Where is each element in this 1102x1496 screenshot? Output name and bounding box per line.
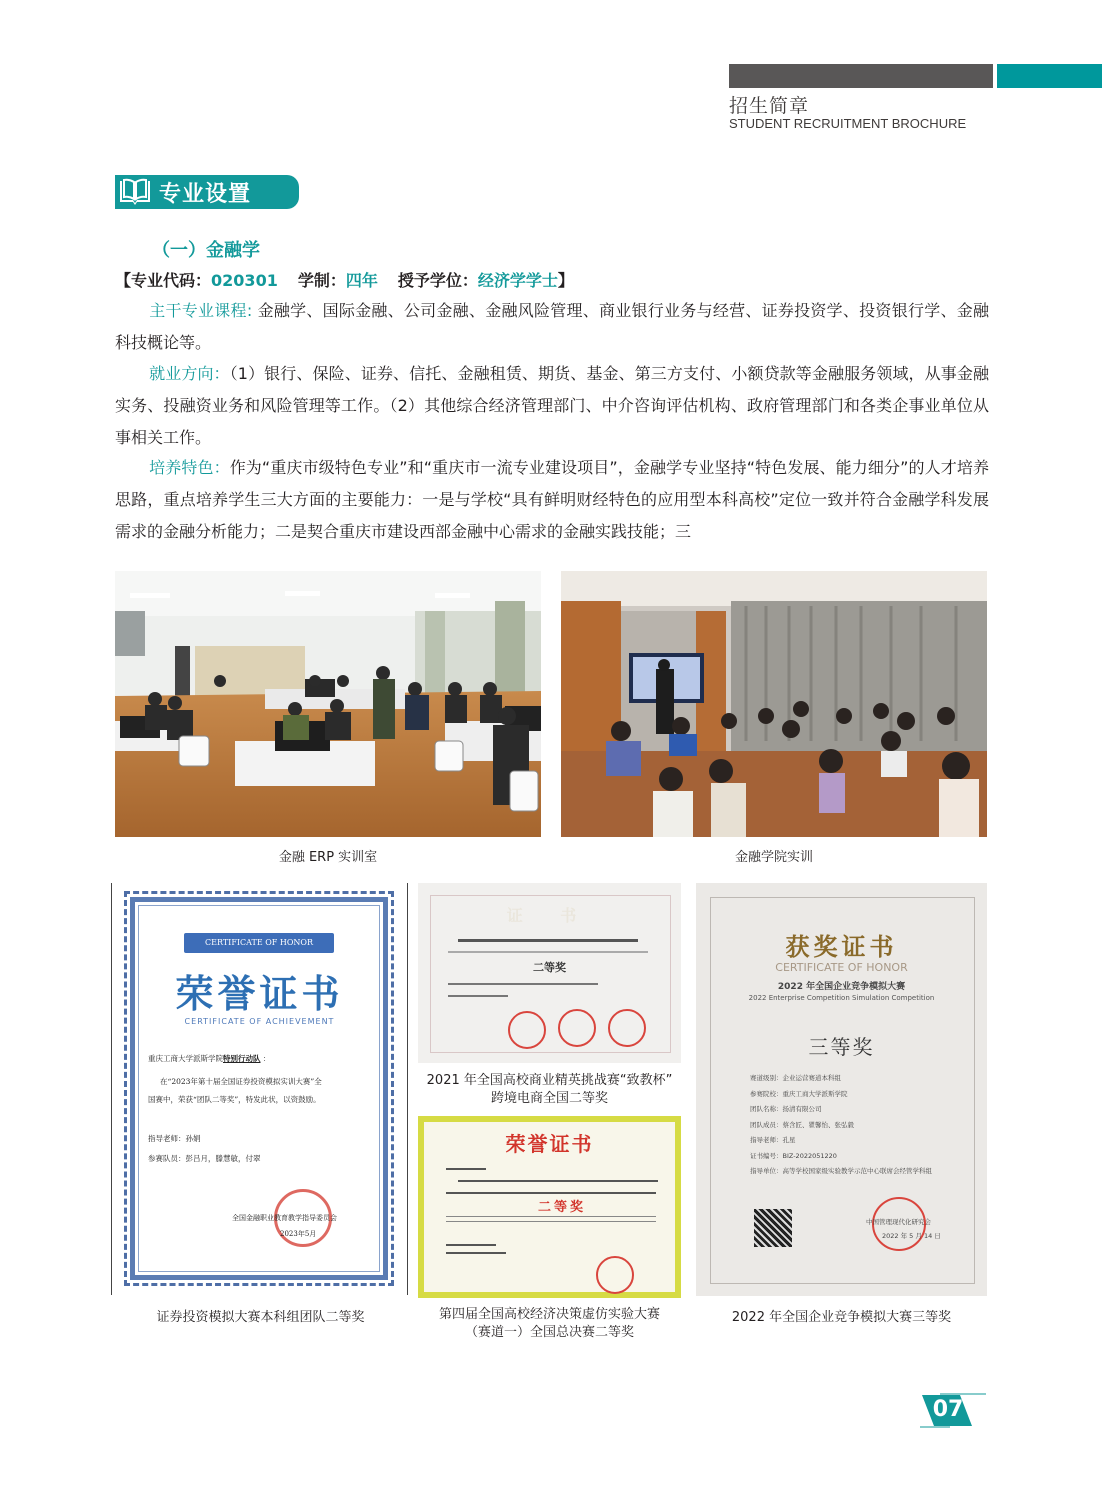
cert3-heading: 荣誉证书 — [505, 1132, 594, 1156]
features-paragraph — [115, 452, 989, 548]
certificate-securities-simulation — [111, 883, 408, 1295]
photo-erp-lab — [115, 571, 541, 837]
cert1-members: 参赛队员：彭吕月，滕慧敏，付翠 — [148, 1154, 261, 1163]
open-book-icon — [117, 175, 153, 209]
cert4-details: 赛道级别：企业运营赛道本科组 参赛院校：重庆工商大学派斯学院 团队名称：扬清有限公司 团队成员：蔡含匠、瞿馨怡、张弘毅 指导老师：孔星 证书编号：BIZ-2022051220 指导单位：高等学校国家级实验教学示范中心联席会经管学科组 — [750, 1074, 932, 1175]
brochure-title-cn: 招生简章 — [729, 95, 810, 117]
cert1-body-line1: 在“2023年第十届全国证券投资模拟实训大赛”全 — [160, 1077, 322, 1086]
courses-label: 主干专业课程: — [149, 301, 253, 320]
features-label: 培养特色： — [149, 458, 230, 477]
brochure-title-en: STUDENT RECRUITMENT BROCHURE — [729, 116, 967, 131]
courses-paragraph — [115, 295, 989, 359]
photo-finance-training-caption: 金融学院实训 — [734, 850, 813, 865]
spec-degree-label: 授予学位： — [397, 271, 478, 290]
courses-text: 金融学、国际金融、公司金融、金融风险管理、商业银行业务与经营、证券投资学、投资银行学、金融科技概论等。 — [115, 301, 989, 352]
photo-finance-training — [561, 571, 987, 837]
spec-open-bracket: 【 — [115, 271, 132, 290]
header-bar-teal — [997, 64, 1102, 88]
header-bar-gray — [729, 64, 993, 88]
cert3-award: 二等奖 — [538, 1200, 587, 1215]
cert4-event-cn: 2022 年全国企业竞争模拟大赛 — [777, 982, 906, 992]
spec-duration-label: 学制： — [297, 271, 346, 290]
certificate-economic-decision — [418, 1116, 681, 1298]
page-number: 07 — [932, 1397, 964, 1422]
page-number-badge — [920, 1393, 990, 1429]
careers-label: 就业方向： — [149, 364, 230, 383]
section-banner — [115, 175, 299, 209]
photo-erp-lab-caption: 金融 ERP 实训室 — [278, 850, 378, 865]
section-title: 专业设置 — [159, 181, 252, 207]
cert1-advisor: 指导老师：孙娟 — [148, 1134, 201, 1143]
cert1-body-line2: 国赛中，荣获“团队二等奖”，特发此状，以资鼓励。 — [148, 1095, 321, 1104]
cert1-recipient: 重庆工商大学派斯学院特别行动队 ： — [148, 1054, 271, 1063]
major-spec-line — [115, 268, 574, 291]
cert4-heading: 获奖证书 — [785, 932, 898, 961]
cert1-date: 2023年5月 — [280, 1230, 317, 1238]
certificate-enterprise-simulation — [696, 883, 987, 1296]
cert1-subheading: CERTIFICATE OF ACHIEVEMENT — [184, 1017, 335, 1026]
spec-duration-value: 四年 — [345, 271, 378, 290]
cert4-date: 2022 年 5 月 14 日 — [882, 1232, 941, 1240]
cert2-award: 二等奖 — [533, 961, 566, 974]
spec-code-value: 020301 — [211, 271, 278, 290]
certificate-economic-decision-caption: 第四届全国高校经济决策虚仿实验大赛 （赛道一）全国总决赛二等奖 — [438, 1307, 660, 1340]
cert1-heading: 荣誉证书 — [175, 971, 344, 1016]
cert4-qr-code — [754, 1209, 792, 1247]
certificate-securities-caption: 证券投资模拟大赛本科组团队二等奖 — [156, 1310, 365, 1325]
cert4-award: 三等奖 — [808, 1035, 875, 1059]
certificate-enterprise-caption: 2022 年全国企业竞争模拟大赛三等奖 — [731, 1310, 952, 1325]
cert4-heading-en: CERTIFICATE OF HONOR — [775, 961, 908, 974]
cert2-heading: 证 书 — [506, 906, 593, 925]
certificate-business-elite — [418, 883, 681, 1063]
cert4-issuer: 中国管理现代化研究会 — [866, 1218, 931, 1226]
spec-close-bracket: 】 — [557, 271, 574, 290]
spec-degree-value: 经济学学士 — [477, 271, 558, 290]
major-title: （一）金融学 — [152, 240, 260, 261]
certificate-business-elite-caption: 2021 年全国高校商业精英挑战赛“致教杯” 跨境电商全国二等奖 — [426, 1073, 673, 1106]
spec-code-label: 专业代码： — [131, 271, 212, 290]
cert1-ribbon: CERTIFICATE OF HONOR — [184, 933, 334, 953]
cert1-issuer: 全国金融职业教育教学指导委员会 — [232, 1214, 337, 1222]
careers-text: （1）银行、保险、证券、信托、金融租赁、期货、基金、第三方支付、小额贷款等金融服务领域，从事金融实务、投融资业务和风险管理等工作。（2）其他综合经济管理部门、中介咨询评估机构、政府管理部门和各类企事业单位从事相关工作。 — [115, 364, 989, 447]
cert4-event-en: 2022 Enterprise Competition Simulation Competition — [748, 994, 935, 1002]
features-text: 作为“重庆市级特色专业”和“重庆市一流专业建设项目”，金融学专业坚持“特色发展、能力细分”的人才培养思路，重点培养学生三大方面的主要能力：一是与学校“具有鲜明财经特色的应用型本科高校”定位一致并符合金融学科发展需求的金融分析能力；二是契合重庆市建设西部金融中心需求的金融实践技能；三 — [115, 458, 989, 541]
careers-paragraph — [115, 358, 989, 454]
